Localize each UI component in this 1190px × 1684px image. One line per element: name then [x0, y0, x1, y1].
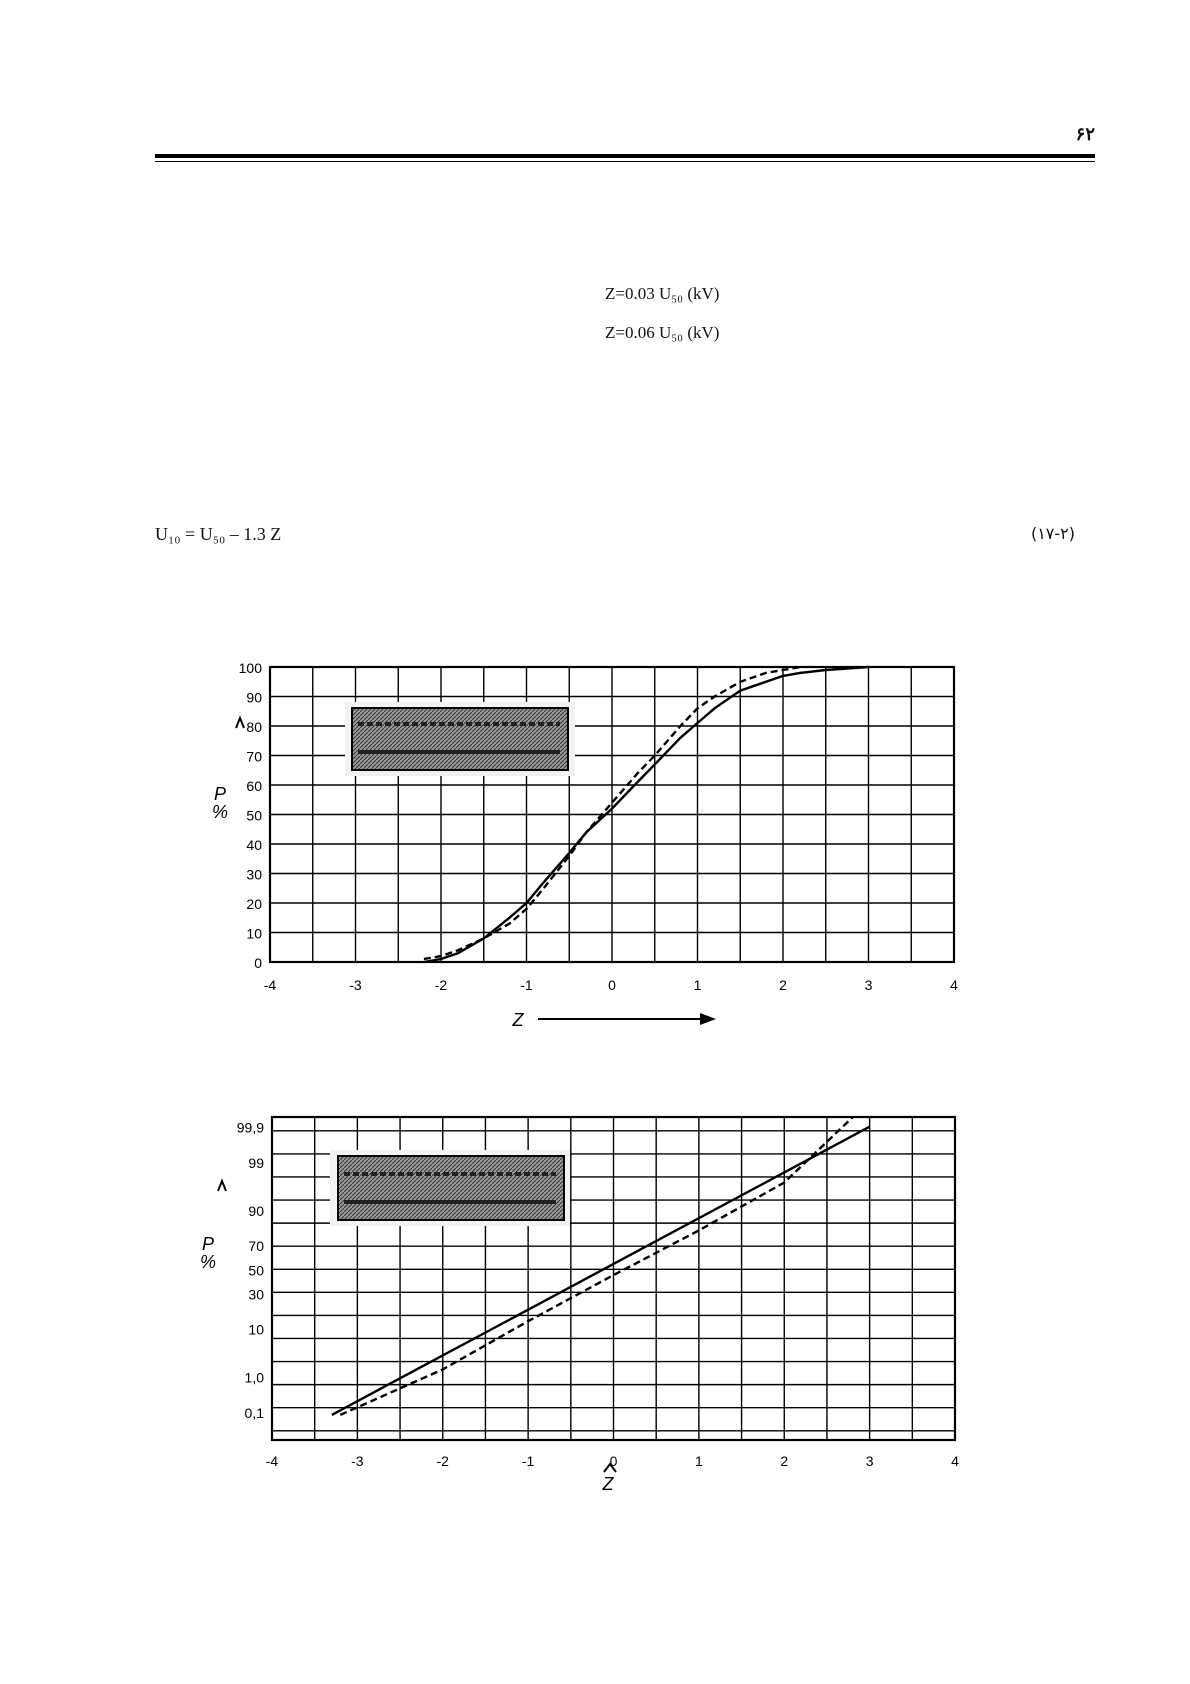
equation-lightning-formula: Z=0.03 U₅₀ (kV) — [605, 284, 720, 303]
x-tick-label: 3 — [864, 977, 873, 993]
y-tick-label: 30 — [248, 1286, 264, 1303]
y-tick-label: 60 — [246, 778, 262, 794]
x-tick-label: 0 — [608, 977, 616, 993]
y-tick-label: 99,9 — [236, 1119, 264, 1136]
x-tick-label: -2 — [436, 1453, 449, 1469]
x-tick-label: 1 — [693, 977, 702, 993]
y-axis-label: P % — [199, 1234, 217, 1272]
y-tick-label: 10 — [246, 925, 262, 942]
y-tick-label: 40 — [246, 837, 262, 853]
equation-switching-formula: Z=0.06 U₅₀ (kV) — [605, 323, 720, 342]
y-tick-label: 10 — [248, 1321, 264, 1338]
x-tick-label: -3 — [351, 1453, 364, 1469]
equation-u10-formula: U₁₀ = U₅₀ – 1.3 Z — [155, 524, 282, 544]
x-tick-label: -4 — [265, 1453, 279, 1469]
y-tick-label: 100 — [238, 660, 262, 676]
x-tick-label: 2 — [780, 1453, 789, 1469]
y-axis-arrow — [218, 1181, 226, 1191]
y-tick-label: 70 — [246, 748, 262, 765]
x-tick-label: -4 — [263, 977, 277, 993]
legend-box — [338, 1156, 564, 1220]
y-axis-label: P % — [211, 784, 229, 822]
x-axis-label: Z — [512, 1010, 524, 1030]
x-tick-label: 2 — [779, 977, 787, 993]
y-axis-arrow — [236, 718, 244, 728]
y-tick-label: 99 — [248, 1154, 264, 1171]
x-tick-label: -1 — [520, 977, 533, 993]
x-tick-label: 4 — [951, 1453, 959, 1469]
y-tick-label: 20 — [246, 896, 262, 912]
x-tick-label: 4 — [950, 977, 958, 993]
figure-1-plot — [212, 660, 958, 1030]
y-tick-label: 90 — [246, 689, 262, 706]
y-tick-label: 1,0 — [244, 1369, 264, 1386]
y-tick-label: 30 — [246, 866, 262, 883]
x-tick-label: -1 — [521, 1453, 535, 1469]
y-tick-label: 90 — [248, 1203, 264, 1220]
y-tick-label: 0 — [254, 955, 262, 971]
legend-box — [352, 708, 568, 770]
x-axis-arrow-head — [700, 1013, 716, 1025]
x-axis-label: Z — [602, 1474, 614, 1494]
x-tick-label: -3 — [349, 977, 362, 993]
x-tick-label: -2 — [434, 977, 448, 993]
x-tick-label: 0 — [609, 1453, 618, 1469]
y-tick-label: 50 — [248, 1262, 264, 1279]
y-tick-label: 0,1 — [244, 1404, 264, 1421]
y-tick-label: 50 — [246, 807, 262, 824]
x-tick-label: 1 — [694, 1453, 703, 1469]
figure-2-plot — [200, 1117, 959, 1494]
y-tick-label: 80 — [246, 719, 262, 735]
page-number: ۶۲ — [1075, 124, 1095, 145]
equation-number: (۱۷-۲) — [1030, 524, 1075, 543]
y-tick-label: 70 — [248, 1238, 264, 1255]
x-tick-label: 3 — [865, 1453, 874, 1469]
